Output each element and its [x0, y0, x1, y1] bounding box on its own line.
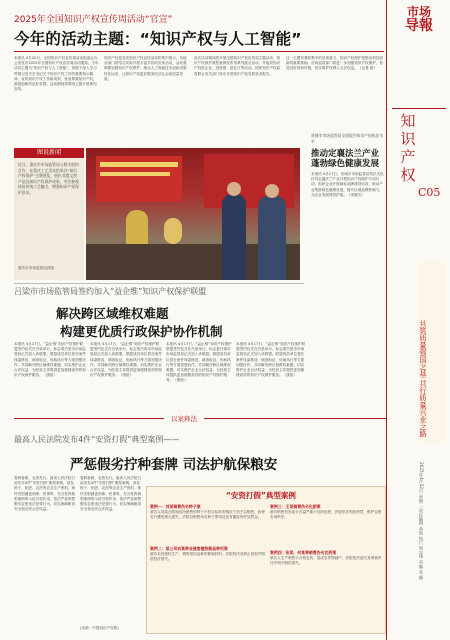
main-headline: 今年的活动主题：“知识产权与人工智能” [14, 30, 302, 48]
logo-line2: 导報 [405, 18, 433, 34]
top-article-col2: 知识产权是各类知识产权宣传活动的集中展示，各地各部门将结合实际开展丰富多彩的宣传活动。活动强调要加强知识产权保护，推动人工智能技术创新成果转化运用，让知识产权更好服务经济社会高质量发展。 [104, 56, 187, 81]
photo-caption: 近日，重庆市市场监管局与相关机构合作，在重庆工艺美术馆举办“知识产权保护”主题展览，展出非遗文创产品及知识产权保护成果，市民参观体验传统工艺魅力，增强知识产权保护意识。 [18, 162, 79, 195]
mid-article-col4: 本报讯 4月17日，“益企维”知识产权保护联盟签约仪式在吕梁举行，标志着吕梁市市场监管局正式加入该联盟。联盟成员单位将在案件线索移送、调查取证、协助执行等方面加强协作，共同解决跨区域维权难题，切实维护企业合法权益，为经营主体提供更加便捷高效的知识产权保护服务。（康凯） [236, 342, 306, 378]
section-divider [14, 283, 304, 284]
side-kicker: 晋城市市场监管局全面提升知识产权执法水平 [311, 133, 384, 144]
case-2-body: 被告未经授权生产、销售授权品种的繁殖材料，法院判决其停止侵权并赔偿经济损失。 [150, 552, 265, 562]
top-article-col1: 本报讯 4月20日，全国知识产权宣传周活动组委会办公室发布2025年全国知识产权宣传周活动通知。今年活动主题为“知识产权与人工智能”，着眼于深入学习贯彻习近平总书记关于知识产权工作的重要指示精神，宣传知识产权工作新成效，营造尊重知识产权、鼓励创新的良好氛围。活动期间将围绕主题开展系列宣传。 [14, 56, 99, 92]
case-3-heading: 案例三：王某销售伪劣化肥案 [270, 504, 321, 509]
vase [126, 210, 148, 246]
bottom-headline: 严惩假劣拧种套牌 司法护航保粮安 [70, 457, 278, 473]
edition-date: 2025年4月22日 星期二 [419, 462, 424, 508]
band-label: 以案释法 [171, 415, 197, 423]
section-name: 知识产权 [400, 112, 416, 184]
edition-info [418, 462, 424, 632]
mid-article-col2: 本报讯 4月17日，“益企维”知识产权保护联盟签约仪式在吕梁举行，标志着吕梁市市场监管局正式加入该联盟。联盟成员单位将在案件线索移送、调查取证、协助执行等方面加强协作，共同解决跨区域维权难题，切实维护企业合法权益，为经营主体提供更加便捷高效的知识产权保护服务。（康凯） [90, 342, 162, 378]
case-1-body: 被告人刘某在明知其所销售的种子不符合标准的情况下仍予以销售，致使农户遭受重大损失，法院以销售伪劣种子罪判处其有期徒刑并处罚金。 [150, 510, 265, 520]
photo-credit: 重庆市市场监管局供图 [18, 266, 54, 270]
officer-head [265, 184, 279, 198]
top-article-col3: 此次活动期间将开展全国知识产权宣传周主题活动、知识产权保护典型案例发布等系列重点活动，并组织知识产权进企业、进校园、进社区等活动。国家知识产权局将联合有关部门发布年度知识产权发展状况报告。 [194, 56, 281, 76]
mid-kicker: 吕梁市市场监管局签约加入“益企维”知识产权保护联盟 [14, 287, 207, 296]
mid-article-col1: 本报讯 4月17日，“益企维”知识产权保护联盟签约仪式在吕梁举行，标志着吕梁市市场监管局正式加入该联盟。联盟成员单位将在案件线索移送、调查取证、协助执行等方面加强协作，共同解决跨区域维权难题，切实维护企业合法权益，为经营主体提供更加便捷高效的知识产权保护服务。（康凯） [14, 342, 86, 378]
case-4-body: 被告人生产销售不合格农药，造成农作物减产，法院依法追究其刑事责任并判令赔偿损失。 [270, 556, 382, 566]
rail-divider [386, 0, 387, 640]
case-box-title: “安资打假”典型案例 [226, 491, 296, 500]
bottom-article-col1: 春种备耕，农资先行。最高人民法院日前发布4件“安资打假”典型案例，涉及种子、化肥、农药等农业生产资料，案件类型涵盖刑事、民事等，充分发挥典型案例的示范引领作用，依法严惩制售假劣农资违法犯罪行为，切实保障粮食安全和农民合法权益。 [14, 476, 76, 512]
mid-article-col3: 本报讯 4月17日，“益企维”知识产权保护联盟签约仪式在吕梁举行，标志着吕梁市市场监管局正式加入该联盟。联盟成员单位将在案件线索移送、调查取证、协助执行等方面加强协作，共同解决跨区域维权难题，切实维护企业合法权益，为经营主体提供更加便捷高效的知识产权保护服务。（康凯） [166, 342, 232, 383]
band-rule-left [14, 418, 164, 419]
banner-text-bar [100, 172, 170, 176]
edition-editors: 责任编辑 高航 执行 周志伟 美编 张 颖 [419, 508, 424, 580]
top-article-col4: 这一主题有着较集中的呈现意义，知识产权保护是推动科技创新的重要基础。市场监管部门将进一步加强知识产权保护，营造良好营商环境，切实维护权利人合法权益。（记者 唐） [286, 56, 384, 71]
case-left-column [150, 504, 266, 588]
vase [164, 218, 182, 244]
banner-text-bar [100, 162, 178, 167]
page-number: C05 [418, 186, 441, 199]
case-right-column [270, 504, 382, 596]
case-2-heading: 案例二：某公司诉某种业侵害植物新品种权案 [150, 546, 228, 551]
bottom-article-col2: 春种备耕，农资先行。最高人民法院日前发布4件“安资打假”典型案例，涉及种子、化肥、农药等农业生产资料，案件类型涵盖刑事、民事等，充分发挥典型案例的示范引领作用，依法严惩制售假劣农资违法犯罪行为，切实保障粮食安全和农民合法权益。 [80, 476, 142, 512]
officer-figure [222, 194, 246, 280]
mid-headline-line1: 解决跨区域维权难题 [56, 306, 169, 321]
logo-line1: 市场 [406, 5, 431, 19]
band-rule-right [204, 418, 386, 419]
rail-rule [392, 108, 446, 109]
mid-headline-line2: 构建更优质行政保护协作机制 [60, 324, 223, 339]
slogan-text: 共筑质量强国之基 共行质量兴业之路 [419, 320, 428, 438]
officer-figure [258, 196, 286, 280]
case-3-body: 被告销售有效成分含量严重不足的化肥，法院依法判处刑罚，维护农资市场秩序。 [270, 510, 382, 520]
side-headline: 推动定襄法兰产业蓬勃绿色健康发展 [311, 149, 380, 169]
top-kicker: 2025年全国知识产权宣传周活动“官宣” [14, 15, 173, 25]
case-4-heading: 案例四：张某、何某等销售伪劣农药案 [270, 550, 337, 555]
bottom-kicker: 最高人民法院发布4件“安资打假”典型案例—— [14, 435, 180, 444]
side-article-body: 本报讯 4月17日，晋城市市场监管局执法支队针对定襄法兰产业开展知识产权保护专项行动，组织企业开展商标品牌建设培训，推动产业集群绿色健康发展，提升区域品牌影响力，为企业发展保驾护航。（李晓芳） [311, 172, 384, 197]
officer-head [227, 182, 241, 196]
masthead-logo [392, 6, 446, 52]
news-photo [86, 148, 300, 280]
headline-rule [14, 51, 384, 52]
bottom-article-credit: (来源：中国知识产权报) [80, 626, 119, 630]
photo-news-tag: 图说新闻 [14, 148, 84, 158]
case-1-heading: 案例一：刘某销售伪劣种子案 [150, 504, 201, 509]
